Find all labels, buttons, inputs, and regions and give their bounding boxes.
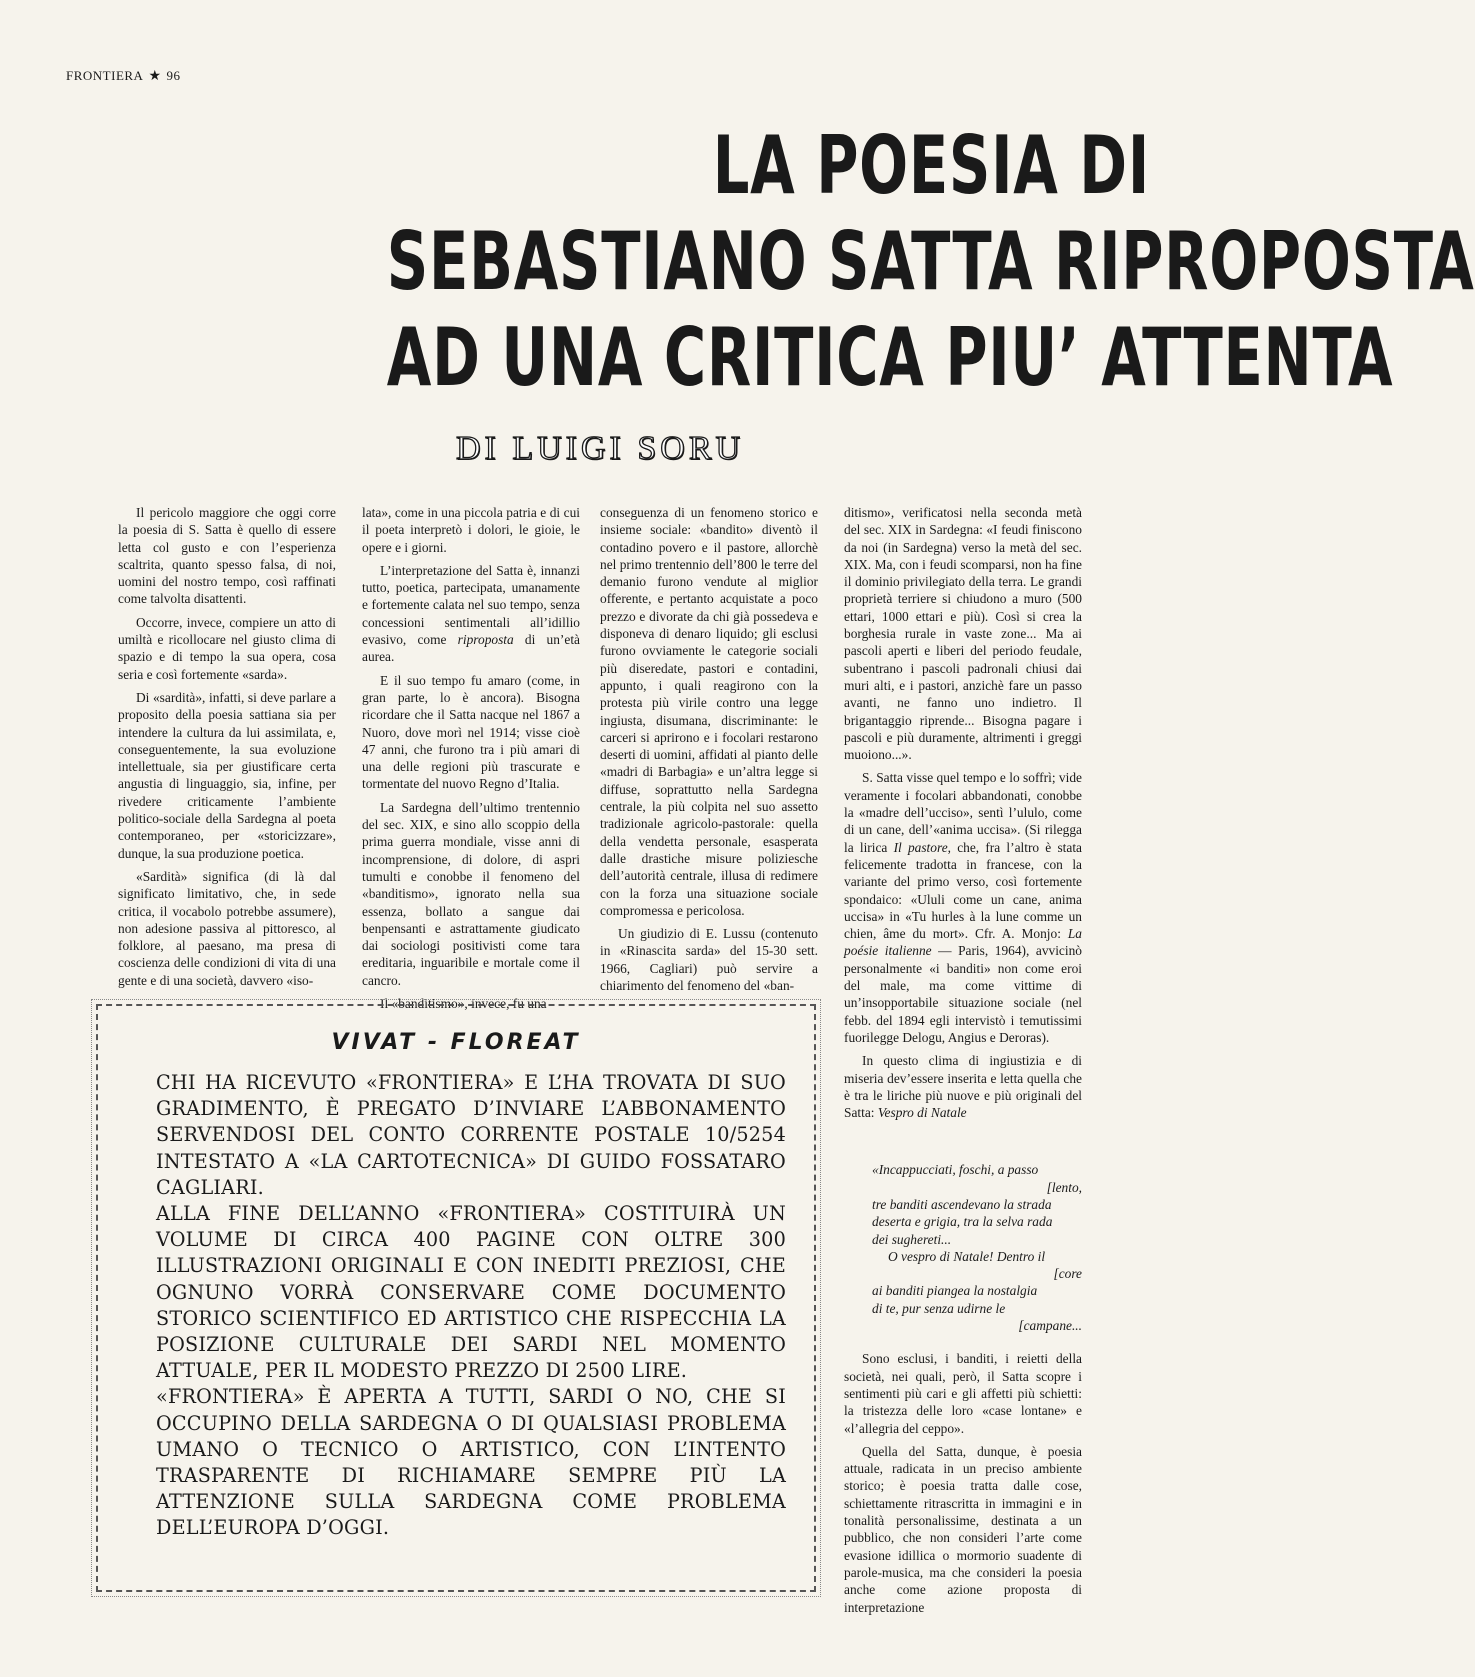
- text-run: di un’età aurea.: [362, 632, 580, 665]
- paragraph: Il pericolo maggiore che oggi corre la poesia di S. Satta è quello di essere letta col gusto e con l’esperienza scaltrita, quanto spesso falsa, di noi, uomini del nostro tempo, così raffinati come talvolta disattenti.: [118, 505, 336, 607]
- paragraph: lata», come in una piccola patria e di cui il poeta interpretò i dolori, le gioie, le opere e i giorni.: [362, 505, 580, 555]
- paragraph: Sono esclusi, i banditi, i reietti della società, nei quali, però, il Satta scopre i sentimenti più cari e gli affetti più schietti: la tristezza delle loro «case lontane» e «l’allegria del ceppo».: [844, 1351, 1082, 1436]
- paragraph: [362, 562, 580, 666]
- italic-run: Il pastore: [893, 839, 948, 855]
- column-2: [362, 504, 580, 1018]
- magazine-name: FRONTIERA: [66, 68, 144, 83]
- subscription-notice-box: [96, 1004, 816, 1592]
- text-run: S. Satta visse quel tempo e lo soffrì; vide veramente i focolari abbandonati, conobbe la «madre dell’ucciso», sentì l’ululo, come di un cane, dell’«anima uccisa». (Si rilegga la lirica: [844, 770, 1082, 855]
- paragraph: conseguenza di un fenomeno storico e insieme sociale: «bandito» diventò il contadino povero e il pastore, allorchè nel primo trentennio dell’800 le terre del demanio furono vendute al miglior offerente, e pertanto acquistate a poco prezzo e divorate da chi già possedeva e disponeva di denaro liquido; gli esclusi furono ovviamente le categorie sociali più diseredate, pastori e contadini, appunto, i quali reagirono con la protesta più virile contro una legge ingiusta, disumana, discriminante: le carceri si aprirono e i focolari restarono deserti di uomini, affidati al pianto delle «madri di Barbagia» e un’altra legge si diffuse, soprattutto nella Sardegna centrale, la più colpita nel suo assetto tradizionale agricolo-pastorale: quella della vendetta personale, esasperata dalle drastiche misure poliziesche dell’autorità centrale, illusa di redimere con la forza una situazione sociale compromessa e pericolosa.: [600, 505, 818, 918]
- byline: DI LUIGI SORU: [455, 430, 745, 467]
- text-run: , che, fra l’altro è stata felicemente tradotta in francese, con la variante del primo verso, così fortemente spondaico: «Ululi come un cane, anima uccisa» in «Tu hurles à la lune comme un chien, âme du mort». Cfr. A. Monjo:: [844, 839, 1082, 942]
- column-1: [118, 504, 336, 995]
- paragraph: [844, 1052, 1082, 1121]
- text-run: In questo clima di ingiustizia e di miseria dev’essere inserita e letta quella che è tra le liriche più nuove e più originali del Satta:: [844, 1053, 1082, 1121]
- verse-line: O vespro di Natale! Dentro il: [888, 1248, 1046, 1264]
- title-line-3: AD UNA CRITICA PIU’ ATTENTA: [386, 311, 1394, 404]
- notice-title: VIVAT - FLOREAT: [331, 1030, 581, 1055]
- poem-quote: [872, 1161, 1082, 1334]
- notice-body: [156, 1070, 786, 1542]
- column-3: [600, 504, 818, 1000]
- paragraph: E il suo tempo fu amaro (come, in gran parte, lo è ancora). Bisogna ricordare che il Satta nacque nel 1867 a Nuoro, dove morì nel 1914; visse cioè 47 anni, che furono tra i più amari di una delle regioni più trascurate e tormentate del nuovo Regno d’Italia.: [362, 672, 580, 792]
- paragraph: ditismo», verificatosi nella seconda metà del sec. XIX in Sardegna: «I feudi finiscono da noi (in Sardegna) verso la metà del sec. XIX. Ma, con i feudi scomparsi, non ha fine il dominio privilegiato della terra. Le grandi proprietà terriere si chiudono a muro (500 ettari, 1000 ettari e più). Così si crea la borghesia rurale in vaste zone... Ma ai pascoli aperti e liberi del periodo feudale, subentrano i pascoli padronali chiusi dai muri alti, e i pastori, anzichè fare un passo avanti, ne fanno uno indietro. Il brigantaggio riprende... Bisogna pagare i pascoli e più duramente, altrimenti i greggi muoiono...».: [844, 505, 1082, 763]
- paragraph: «Sardità» significa (di là dal significato limitativo, che, in sede critica, il vocabolo potrebbe assumere), non adesione passiva al pittoresco, al folklore, al paesano, ma presa di coscienza delle condizioni di vita di una gente e di una società, davvero «iso-: [118, 868, 336, 988]
- notice-paragraph: «FRONTIERA» È APERTA A TUTTI, SARDI O NO, CHE SI OCCUPINO DELLA SARDEGNA O DI QUALSIASI PROBLEMA UMANO O TECNICO O ARTISTICO, CON L’INTENTO TRASPARENTE DI RICHIAMARE SEMPRE PIÙ LA ATTENZIONE SULLA SARDEGNA COME PROBLEMA DELL’EUROPA D’OGGI.: [156, 1385, 786, 1540]
- column-4: [844, 504, 1082, 1622]
- paragraph: Il «banditismo», invece, fu una: [380, 996, 547, 1012]
- italic-run: La poésie italienne: [844, 926, 1082, 959]
- verse-line: di te, pur senza udirne le: [872, 1300, 1006, 1316]
- italic-run: riproposta: [457, 632, 514, 648]
- verse-line: [lento,: [1046, 1179, 1082, 1195]
- paragraph: Quella del Satta, dunque, è poesia attuale, radicata in un preciso ambiente storico; è poesia tratta dalle cose, schiettamente ritrascritta in immagini e in tonalità personalissime, destinata a un pubblico, che non consideri l’arte come evasione idillica o mormorio suadente di parole-musica, ma che consideri la poesia anche come azione proposta di interpretazione: [844, 1443, 1082, 1615]
- verse-line: dei sughereti...: [872, 1231, 952, 1247]
- verse-line: deserta e grigia, tra la selva rada: [872, 1214, 1053, 1230]
- spacer: [844, 1127, 1082, 1147]
- paragraph: [844, 769, 1082, 1046]
- title-line-2: SEBASTIANO SATTA RIPROPOSTA: [386, 215, 1475, 308]
- italic-run: Vespro di Natale: [877, 1105, 967, 1121]
- paragraph: Di «sardità», infatti, si deve parlare a proposito della poesia sattiana sia per intendere la cultura da lui assimilata, e, conseguentemente, la sua evoluzione intellettuale, sia per giustificare certa angustia di linguaggio, sia, infine, per rivedere criticamente l’ambiente politico-sociale della Sardegna al poeta contemporaneo, per «storicizzare», dunque, la sua produzione poetica.: [118, 689, 336, 861]
- text-run: — Paris, 1964), avvicinò personalmente «i banditi» non come eroi del male, ma come vittime di un’insopportabile situazione sociale (nel febb. del 1894 egli intervistò i temutissimi fuorilegge Delogu, Angius e Deroras).: [844, 943, 1082, 1045]
- running-header: [66, 68, 181, 85]
- paragraph: La Sardegna dell’ultimo trentennio del sec. XIX, e sino allo scoppio della prima guerra mondiale, visse anni di incomprensione, di dolore, di aspri tumulti e conobbe il fenomeno del «banditismo», ignorato nella sua essenza, bollato a sangue dai benpensanti e astrattamente giudicato dai sociologi positivisti come tara ereditaria, inguaribile e mortale come il cancro.: [362, 799, 580, 988]
- verse-line: tre banditi ascendevano la strada: [872, 1196, 1052, 1212]
- star-icon: ★: [148, 69, 162, 84]
- paragraph: Occorre, invece, compiere un atto di umiltà e ricollocare nel giusto clima di spazio e di tempo la sua opera, cosa seria e così fortemente «sarda».: [118, 614, 336, 682]
- page-number: 96: [166, 68, 181, 83]
- text-run: L’interpretazione del Satta è, innanzi tutto, poetica, partecipata, umanamente e fortemente calata nel suo tempo, senza concessioni sentimentali all’idillio evasivo, come: [362, 562, 580, 648]
- paragraph: Un giudizio di E. Lussu (contenuto in «Rinascita sarda» del 15-30 sett. 1966, Cagliari) può servire a chiarimento del fenomeno del «ban-: [600, 926, 818, 994]
- notice-paragraph: ALLA FINE DELL’ANNO «FRONTIERA» COSTITUIRÀ UN VOLUME DI CIRCA 400 PAGINE CON OLTRE 300 ILLUSTRAZIONI ORIGINALI E CON INEDITI PREZIOSI, CHE OGNUNO VORRÀ CONSERVARE COME DOCUMENTO STORICO SCIENTIFICO ED ARTISTICO CHE RISPECCHIA LA POSIZIONE CULTURALE DEI SARDI NEL MOMENTO ATTUALE, PER IL MODESTO PREZZO DI 2500 LIRE.: [156, 1202, 786, 1383]
- article-title: [386, 118, 1475, 406]
- title-line-1: LA POESIA DI: [712, 119, 1150, 212]
- verse-line: [core: [1053, 1266, 1082, 1282]
- verse-line: ai banditi piangea la nostalgia: [872, 1283, 1038, 1299]
- notice-paragraph: CHI HA RICEVUTO «FRONTIERA» E L’HA TROVATA DI SUO GRADIMENTO, È PREGATO D’INVIARE L’ABBONAMENTO SERVENDOSI DEL CONTO CORRENTE POSTALE 10/5254 INTESTATO A «LA CARTOTECNICA» DI GUIDO FOSSATARO CAGLIARI.: [156, 1071, 786, 1199]
- verse-line: [campane...: [1018, 1318, 1082, 1334]
- verse-line: «Incappucciati, foschi, a passo: [872, 1162, 1039, 1178]
